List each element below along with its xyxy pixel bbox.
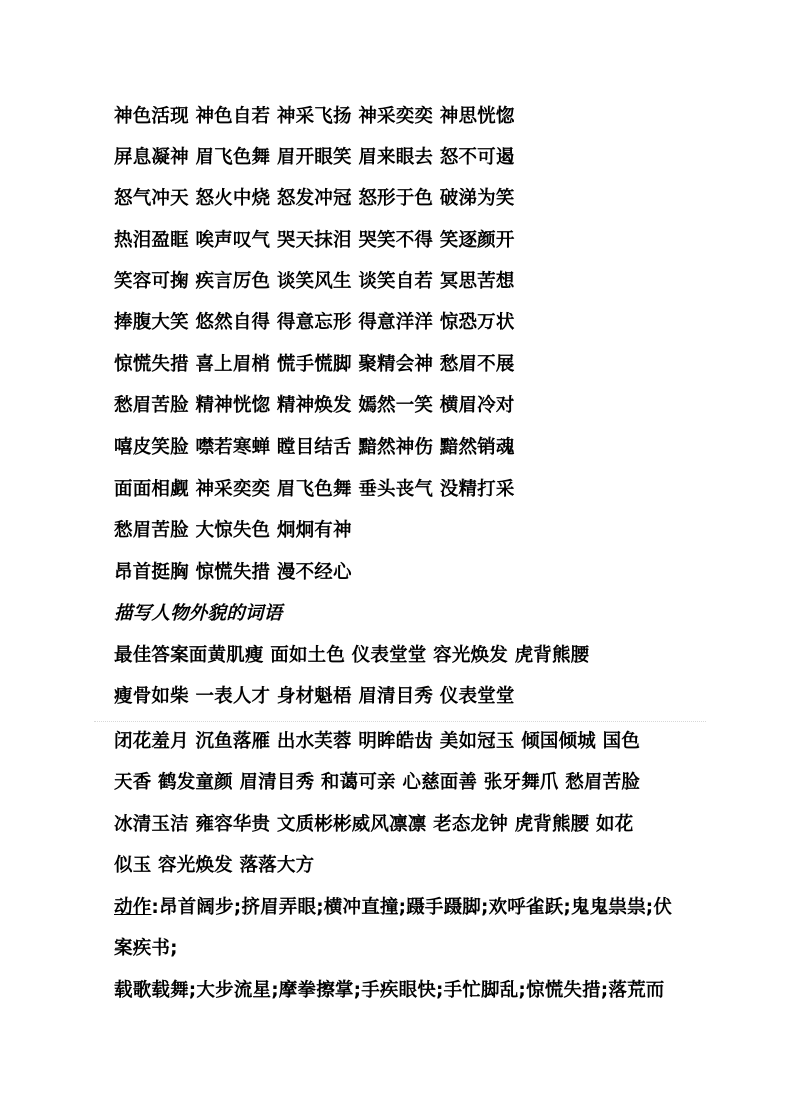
idiom-line-5: 笑容可掬 疾言厉色 谈笑风生 谈笑自若 冥思苦想 <box>114 271 515 292</box>
page-break-rule <box>94 721 706 722</box>
action-line-3: 载歌载舞;大步流星;摩拳擦掌;手疾眼快;手忙脚乱;惊慌失措;落荒而 <box>114 980 665 1001</box>
idiom-line-8: 愁眉苦脸 精神恍惚 精神焕发 嫣然一笑 横眉冷对 <box>114 395 515 416</box>
appearance-line-6: 似玉 容光焕发 落落大方 <box>114 855 315 876</box>
idiom-line-2: 屏息凝神 眉飞色舞 眉开眼笑 眉来眼去 怒不可遏 <box>114 147 515 168</box>
idiom-line-9: 嘻皮笑脸 噤若寒蝉 瞠目结舌 黯然神伤 黯然销魂 <box>114 437 515 458</box>
section-heading: 描写人物外貌的词语 <box>114 603 283 624</box>
idiom-line-12: 昂首挺胸 惊慌失措 漫不经心 <box>114 562 352 583</box>
action-label: 动作 <box>114 897 152 918</box>
appearance-line-3: 闭花羞月 沉鱼落雁 出水芙蓉 明眸皓齿 美如冠玉 倾国倾城 国色 <box>114 731 641 752</box>
idiom-line-6: 捧腹大笑 悠然自得 得意忘形 得意洋洋 惊恐万状 <box>114 312 515 333</box>
idiom-line-11: 愁眉苦脸 大惊失色 炯炯有神 <box>114 520 352 541</box>
action-line-1 <box>114 895 672 921</box>
idiom-line-3: 怒气冲天 怒火中烧 怒发冲冠 怒形于色 破涕为笑 <box>114 188 515 209</box>
idiom-line-10: 面面相觑 神采奕奕 眉飞色舞 垂头丧气 没精打采 <box>114 479 515 500</box>
idiom-line-1: 神色活现 神色自若 神采飞扬 神采奕奕 神思恍惚 <box>114 106 515 127</box>
appearance-line-4: 天香 鹤发童颜 眉清目秀 和蔼可亲 心慈面善 张牙舞爪 愁眉苦脸 <box>114 772 641 793</box>
action-line-2: 案疾书; <box>114 938 178 959</box>
appearance-line-1: 最佳答案面黄肌瘦 面如土色 仪表堂堂 容光焕发 虎背熊腰 <box>114 645 590 666</box>
appearance-line-2: 瘦骨如柴 一表人才 身材魁梧 眉清目秀 仪表堂堂 <box>114 686 515 707</box>
idiom-line-7: 惊慌失措 喜上眉梢 慌手慌脚 聚精会神 愁眉不展 <box>114 354 515 375</box>
action-text-1: :昂首阔步;挤眉弄眼;横冲直撞;蹑手蹑脚;欢呼雀跃;鬼鬼祟祟;伏 <box>151 897 673 918</box>
idiom-line-4: 热泪盈眶 唉声叹气 哭天抹泪 哭笑不得 笑逐颜开 <box>114 230 515 251</box>
appearance-line-5: 冰清玉洁 雍容华贵 文质彬彬威风凛凛 老态龙钟 虎背熊腰 如花 <box>114 814 634 835</box>
